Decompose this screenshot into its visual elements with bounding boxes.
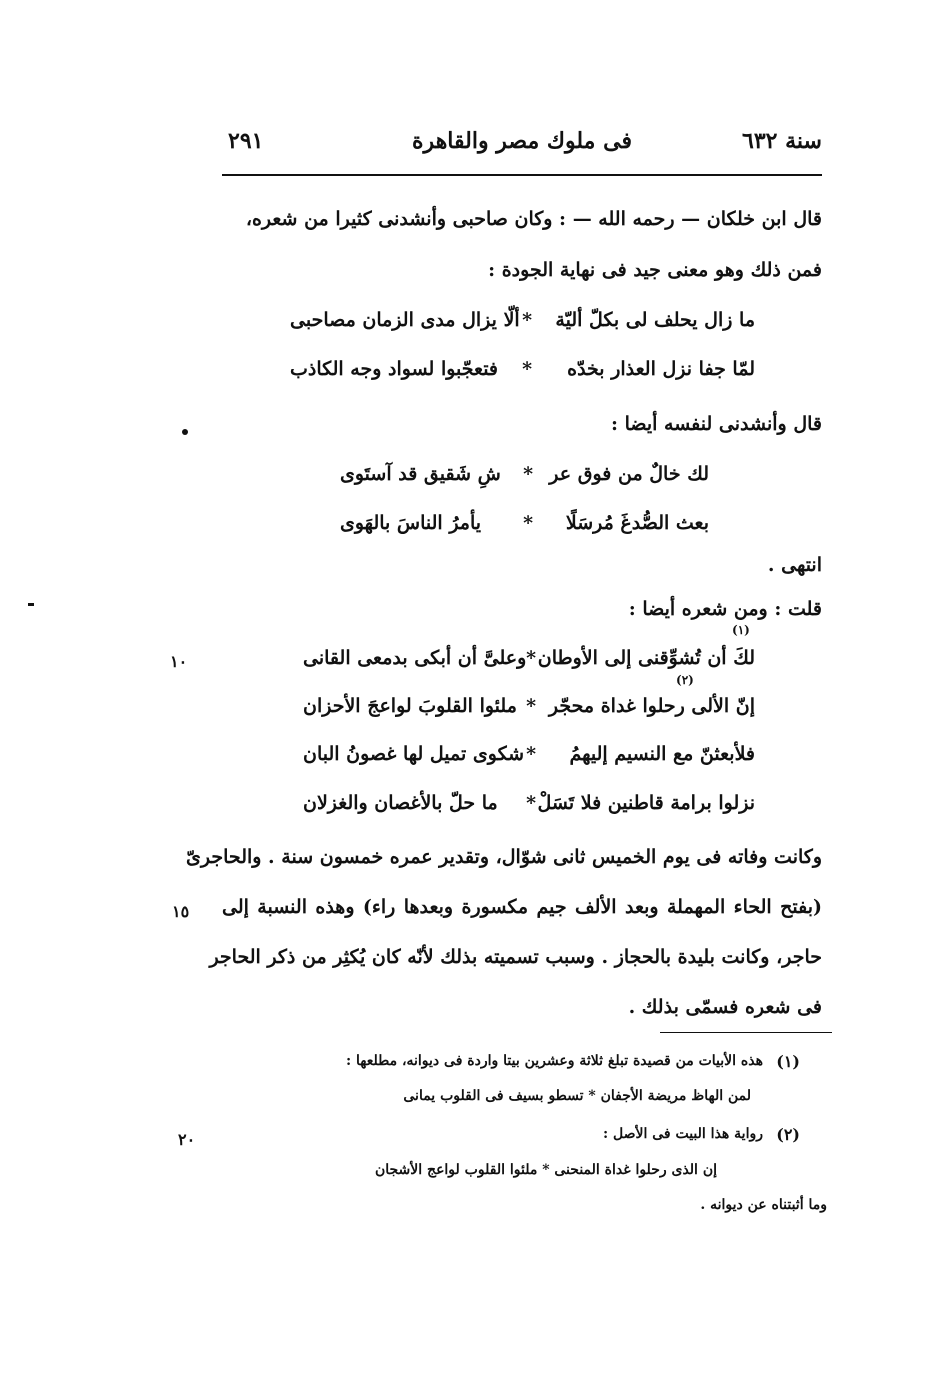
page-header (222, 128, 822, 168)
footnote-2-label: (٢) (776, 1125, 800, 1144)
footnote-1-text: هذه الأبيات من قصيدة تبلغ ثلاثة وعشرين بيتا واردة فى ديوانه، مطلعها : (345, 1053, 763, 1069)
intaha: انتهى . (767, 554, 822, 576)
footnote-1-verse: لمن الهاظ مريضة الأجفان * تسطو بسيف فى القلوب يمانى (403, 1088, 751, 1104)
margin-tick (28, 603, 34, 606)
footnote-2-text: رواية هذا البيت فى الأصل : (602, 1126, 763, 1142)
poem3-verse2-hemistich-right: إنّ الألى رحلوا غداة محجّر (548, 695, 755, 717)
poem2-verse1-hemistich-right: لك خالٌ من فوق عر (549, 463, 709, 485)
poem1-verse1-hemistich-left: ألّا يزال مدى الزمان مصاحبى (290, 309, 520, 331)
closing-line-1: وكانت وفاته فى يوم الخميس ثانى شوّال، وتقدير عمره خمسون سنة . والحاجرىّ (186, 846, 822, 868)
margin-dot (182, 429, 188, 435)
verse-separator: * (526, 743, 536, 765)
header-year: سنة ٦٣٢ (742, 128, 822, 154)
footnote-ref-2: (٢) (676, 673, 694, 687)
footnote-2-verse: إن الذى رحلوا غداة المنحنى * ملئوا القلوب لواعج الأشجان (374, 1162, 717, 1178)
intro-line-2: فمن ذلك وهو معنى جيد فى نهاية الجودة : (488, 259, 822, 281)
poem3-verse4-hemistich-right: نزلوا برامة قاطنين فلا تَسَلْ (537, 792, 755, 814)
poem3-verse1-hemistich-left: وعلىَّ أن أبكى بدمعى القانى (303, 647, 527, 669)
poem1-verse1-hemistich-right: ما زال يحلف لى بكلّ أليّة (555, 309, 755, 331)
line-number-10: ١٠ (170, 652, 188, 671)
poem2-verse2-hemistich-right: بعث الصُّدغَ مُرسَلًا (565, 512, 709, 534)
header-title: فى ملوك مصر والقاهرة (412, 128, 632, 154)
page-number: ٢٩١ (228, 128, 264, 154)
verse-separator: * (523, 463, 533, 485)
footnote-1-label: (١) (776, 1052, 800, 1071)
closing-line-2: (بفتح الحاء المهملة وبعد الألف جيم مكسورة وبعدها راء) وهذه النسبة إلى (222, 896, 822, 918)
footnote-ref-1: (١) (732, 623, 750, 637)
footnote-rule (660, 1032, 832, 1033)
intro-3: قلت : ومن شعره أيضا : (628, 598, 822, 620)
verse-separator: * (522, 358, 532, 380)
poem3-verse2-hemistich-left: ملئوا القلوبَ لواعجَ الأحزان (303, 695, 517, 717)
poem2-verse1-hemistich-left: شِ شَقيق قد آستَوى (340, 463, 501, 485)
poem1-verse2-hemistich-right: لمّا جفا نزل العذار بخدّه (567, 358, 755, 380)
poem3-verse4-hemistich-left: ما حلّ بالأغصان والغزلان (303, 792, 498, 814)
closing-line-4: فى شعره فسمّى بذلك . (628, 996, 822, 1018)
poem3-verse3-hemistich-left: شكوى تميل لها غصونُ البان (303, 743, 525, 765)
verse-separator: * (526, 792, 536, 814)
intro-2: قال وأنشدنى لنفسه أيضا : (610, 413, 822, 435)
verse-separator: * (526, 695, 536, 717)
verse-separator: * (522, 309, 532, 331)
verse-separator: * (526, 647, 536, 669)
line-number-20: ٢٠ (178, 1130, 196, 1149)
intro-line-1: قال ابن خلكان — رحمه الله — : وكان صاحبى وأنشدنى كثيرا من شعره، (245, 208, 822, 230)
footnote-2-end: وما أثبتناه عن ديوانه . (700, 1197, 827, 1213)
closing-line-3: حاجر، وكانت بليدة بالحجاز . وسبب تسميته بذلك لأنّه كان يُكثِر من ذكر الحاجر (209, 946, 822, 968)
line-number-15: ١٥ (172, 902, 190, 921)
header-rule (222, 174, 822, 176)
verse-separator: * (523, 512, 533, 534)
poem2-verse2-hemistich-left: يأمرُ الناسَ بالهَوى (340, 512, 482, 534)
poem1-verse2-hemistich-left: فتعجّبوا لسواد وجه الكاذب (290, 358, 499, 380)
poem3-verse3-hemistich-right: فلأبعثنّ مع النسيم إليهمُ (569, 743, 755, 765)
poem3-verse1-hemistich-right: لكَ أن تُشوِّقنى إلى الأوطان (537, 647, 755, 669)
